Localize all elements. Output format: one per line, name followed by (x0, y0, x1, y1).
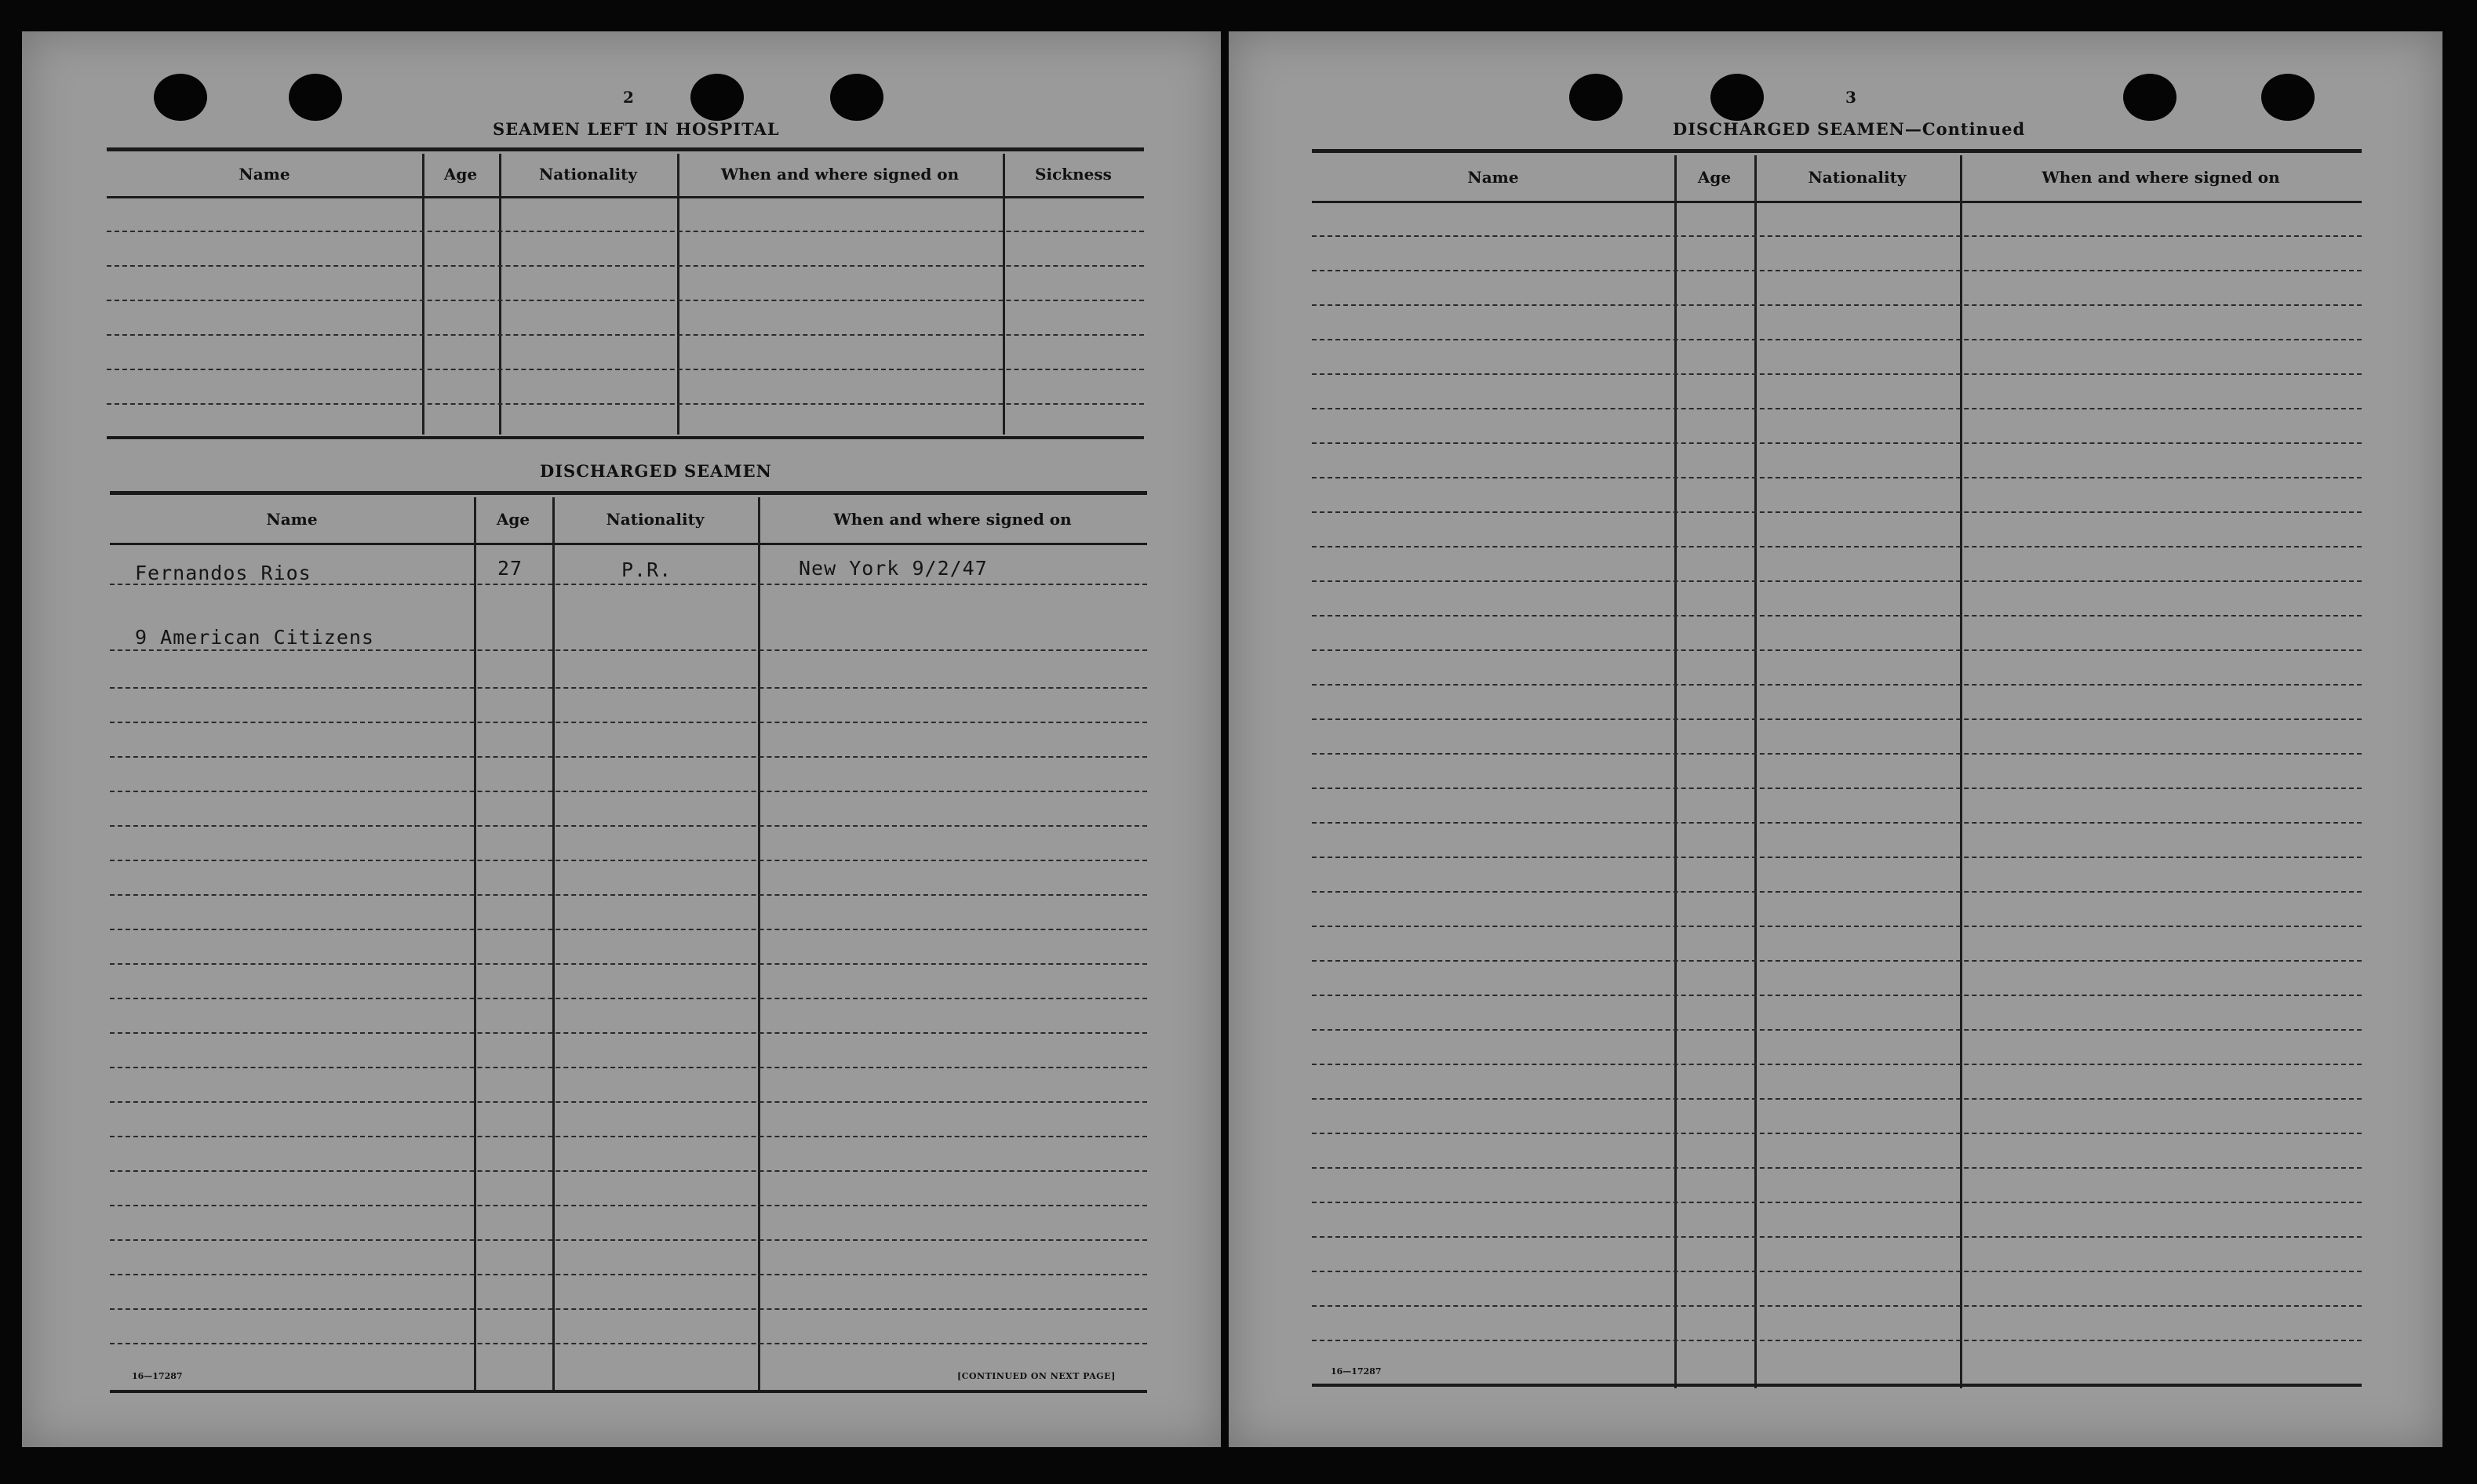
form-number: 16—17287 (1331, 1366, 1382, 1377)
row-line (110, 1067, 1147, 1068)
row-line (110, 1101, 1147, 1103)
column-divider (474, 497, 476, 1393)
row-line (1312, 304, 2362, 306)
discharged-continued-table (1312, 149, 2362, 1388)
column-header-nationality: Nationality (606, 510, 705, 529)
table-bottom-rule (1312, 1384, 2362, 1387)
row-line (110, 1136, 1147, 1137)
page-number: 2 (623, 88, 634, 107)
row-line (1312, 235, 2362, 237)
row-line (1312, 718, 2362, 720)
row-line (1312, 408, 2362, 409)
row-line (1312, 546, 2362, 547)
row-line (110, 1308, 1147, 1310)
row-line (1312, 477, 2362, 478)
discharged-table (110, 491, 1147, 1393)
row-line (110, 825, 1147, 827)
table-bottom-rule (107, 436, 1144, 439)
cell-age: 27 (497, 557, 523, 580)
row-line (1312, 373, 2362, 375)
row-line (110, 1343, 1147, 1344)
row-line (1312, 1305, 2362, 1307)
cell-signed-on: New York 9/2/47 (799, 557, 988, 580)
row-line (1312, 339, 2362, 340)
row-line (110, 963, 1147, 965)
column-divider (552, 497, 555, 1393)
row-line (1312, 684, 2362, 686)
row-line (1312, 1167, 2362, 1169)
column-header-name: Name (266, 510, 318, 529)
row-line (1312, 442, 2362, 444)
row-line (1312, 1029, 2362, 1031)
cell-name: 9 American Citizens (135, 626, 374, 649)
punch-hole (690, 74, 744, 121)
punch-hole (1569, 74, 1623, 121)
row-line (107, 300, 1144, 301)
row-line (1312, 615, 2362, 617)
row-line (1312, 822, 2362, 824)
row-line (107, 369, 1144, 370)
row-line (110, 756, 1147, 758)
row-line (1312, 1064, 2362, 1065)
cell-nationality: P.R. (621, 558, 672, 581)
punch-hole (1710, 74, 1764, 121)
column-header-nationality: Nationality (1808, 168, 1907, 187)
punch-hole (2261, 74, 2315, 121)
row-line (1312, 1098, 2362, 1100)
hospital-table (107, 147, 1144, 441)
row-line (1312, 1133, 2362, 1134)
punch-hole (830, 74, 883, 121)
title-text: DISCHARGED SEAMEN (1673, 119, 1905, 139)
column-header-age: Age (1697, 168, 1732, 187)
row-line (107, 231, 1144, 232)
row-line (110, 1274, 1147, 1275)
row-line (1312, 1340, 2362, 1341)
row-line (110, 1239, 1147, 1241)
row-line (110, 929, 1147, 930)
table-bottom-rule (110, 1390, 1147, 1393)
row-line (1312, 511, 2362, 513)
row-line (1312, 891, 2362, 893)
column-header-nationality: Nationality (539, 165, 637, 184)
row-line (110, 860, 1147, 861)
header-rule (1312, 201, 2362, 203)
column-header-signed-on: When and where signed on (720, 165, 960, 184)
row-line (1312, 1271, 2362, 1272)
row-line (1312, 960, 2362, 962)
row-line (1312, 787, 2362, 789)
punch-hole (289, 74, 342, 121)
column-divider (422, 154, 424, 435)
column-divider (499, 154, 501, 435)
form-number: 16—17287 (132, 1371, 183, 1381)
row-line (110, 998, 1147, 999)
column-header-signed-on: When and where signed on (833, 510, 1072, 529)
right-page (1229, 31, 2442, 1447)
row-line (110, 1032, 1147, 1034)
row-line (107, 334, 1144, 336)
row-line (1312, 1236, 2362, 1238)
header-rule (110, 543, 1147, 545)
discharged-continued-title (1673, 119, 2025, 139)
column-header-name: Name (239, 165, 290, 184)
row-line (1312, 995, 2362, 996)
row-line (1312, 649, 2362, 651)
row-line (107, 403, 1144, 405)
title-suffix: —Continued (1904, 119, 2026, 139)
table-top-rule (1312, 149, 2362, 153)
column-header-age: Age (443, 165, 478, 184)
row-line (1312, 1202, 2362, 1203)
row-line (1312, 580, 2362, 582)
hospital-section-title: SEAMEN LEFT IN HOSPITAL (493, 119, 780, 139)
row-line (110, 584, 1147, 585)
column-divider (677, 154, 679, 435)
row-line (1312, 926, 2362, 927)
punch-hole (154, 74, 207, 121)
column-header-age: Age (496, 510, 530, 529)
table-top-rule (110, 491, 1147, 495)
column-header-signed-on: When and where signed on (2042, 168, 2280, 187)
cell-name: Fernandos Rios (135, 562, 311, 584)
page-number: 3 (1845, 88, 1856, 107)
row-line (110, 1170, 1147, 1172)
punch-hole (2123, 74, 2176, 121)
row-line (107, 265, 1144, 267)
column-header-name: Name (1467, 168, 1519, 187)
row-line (1312, 857, 2362, 858)
column-header-sickness: Sickness (1035, 165, 1112, 184)
row-line (110, 894, 1147, 896)
table-top-rule (107, 147, 1144, 151)
row-line (110, 722, 1147, 723)
row-line (110, 687, 1147, 689)
discharged-section-title: DISCHARGED SEAMEN (540, 461, 772, 481)
left-page (22, 31, 1221, 1447)
continued-note: [CONTINUED ON NEXT PAGE] (957, 1371, 1116, 1381)
row-line (1312, 270, 2362, 271)
row-line (110, 1205, 1147, 1206)
column-divider (1003, 154, 1005, 435)
header-rule (107, 196, 1144, 198)
row-line (110, 649, 1147, 651)
column-divider (758, 497, 760, 1393)
row-line (1312, 753, 2362, 755)
row-line (110, 791, 1147, 792)
